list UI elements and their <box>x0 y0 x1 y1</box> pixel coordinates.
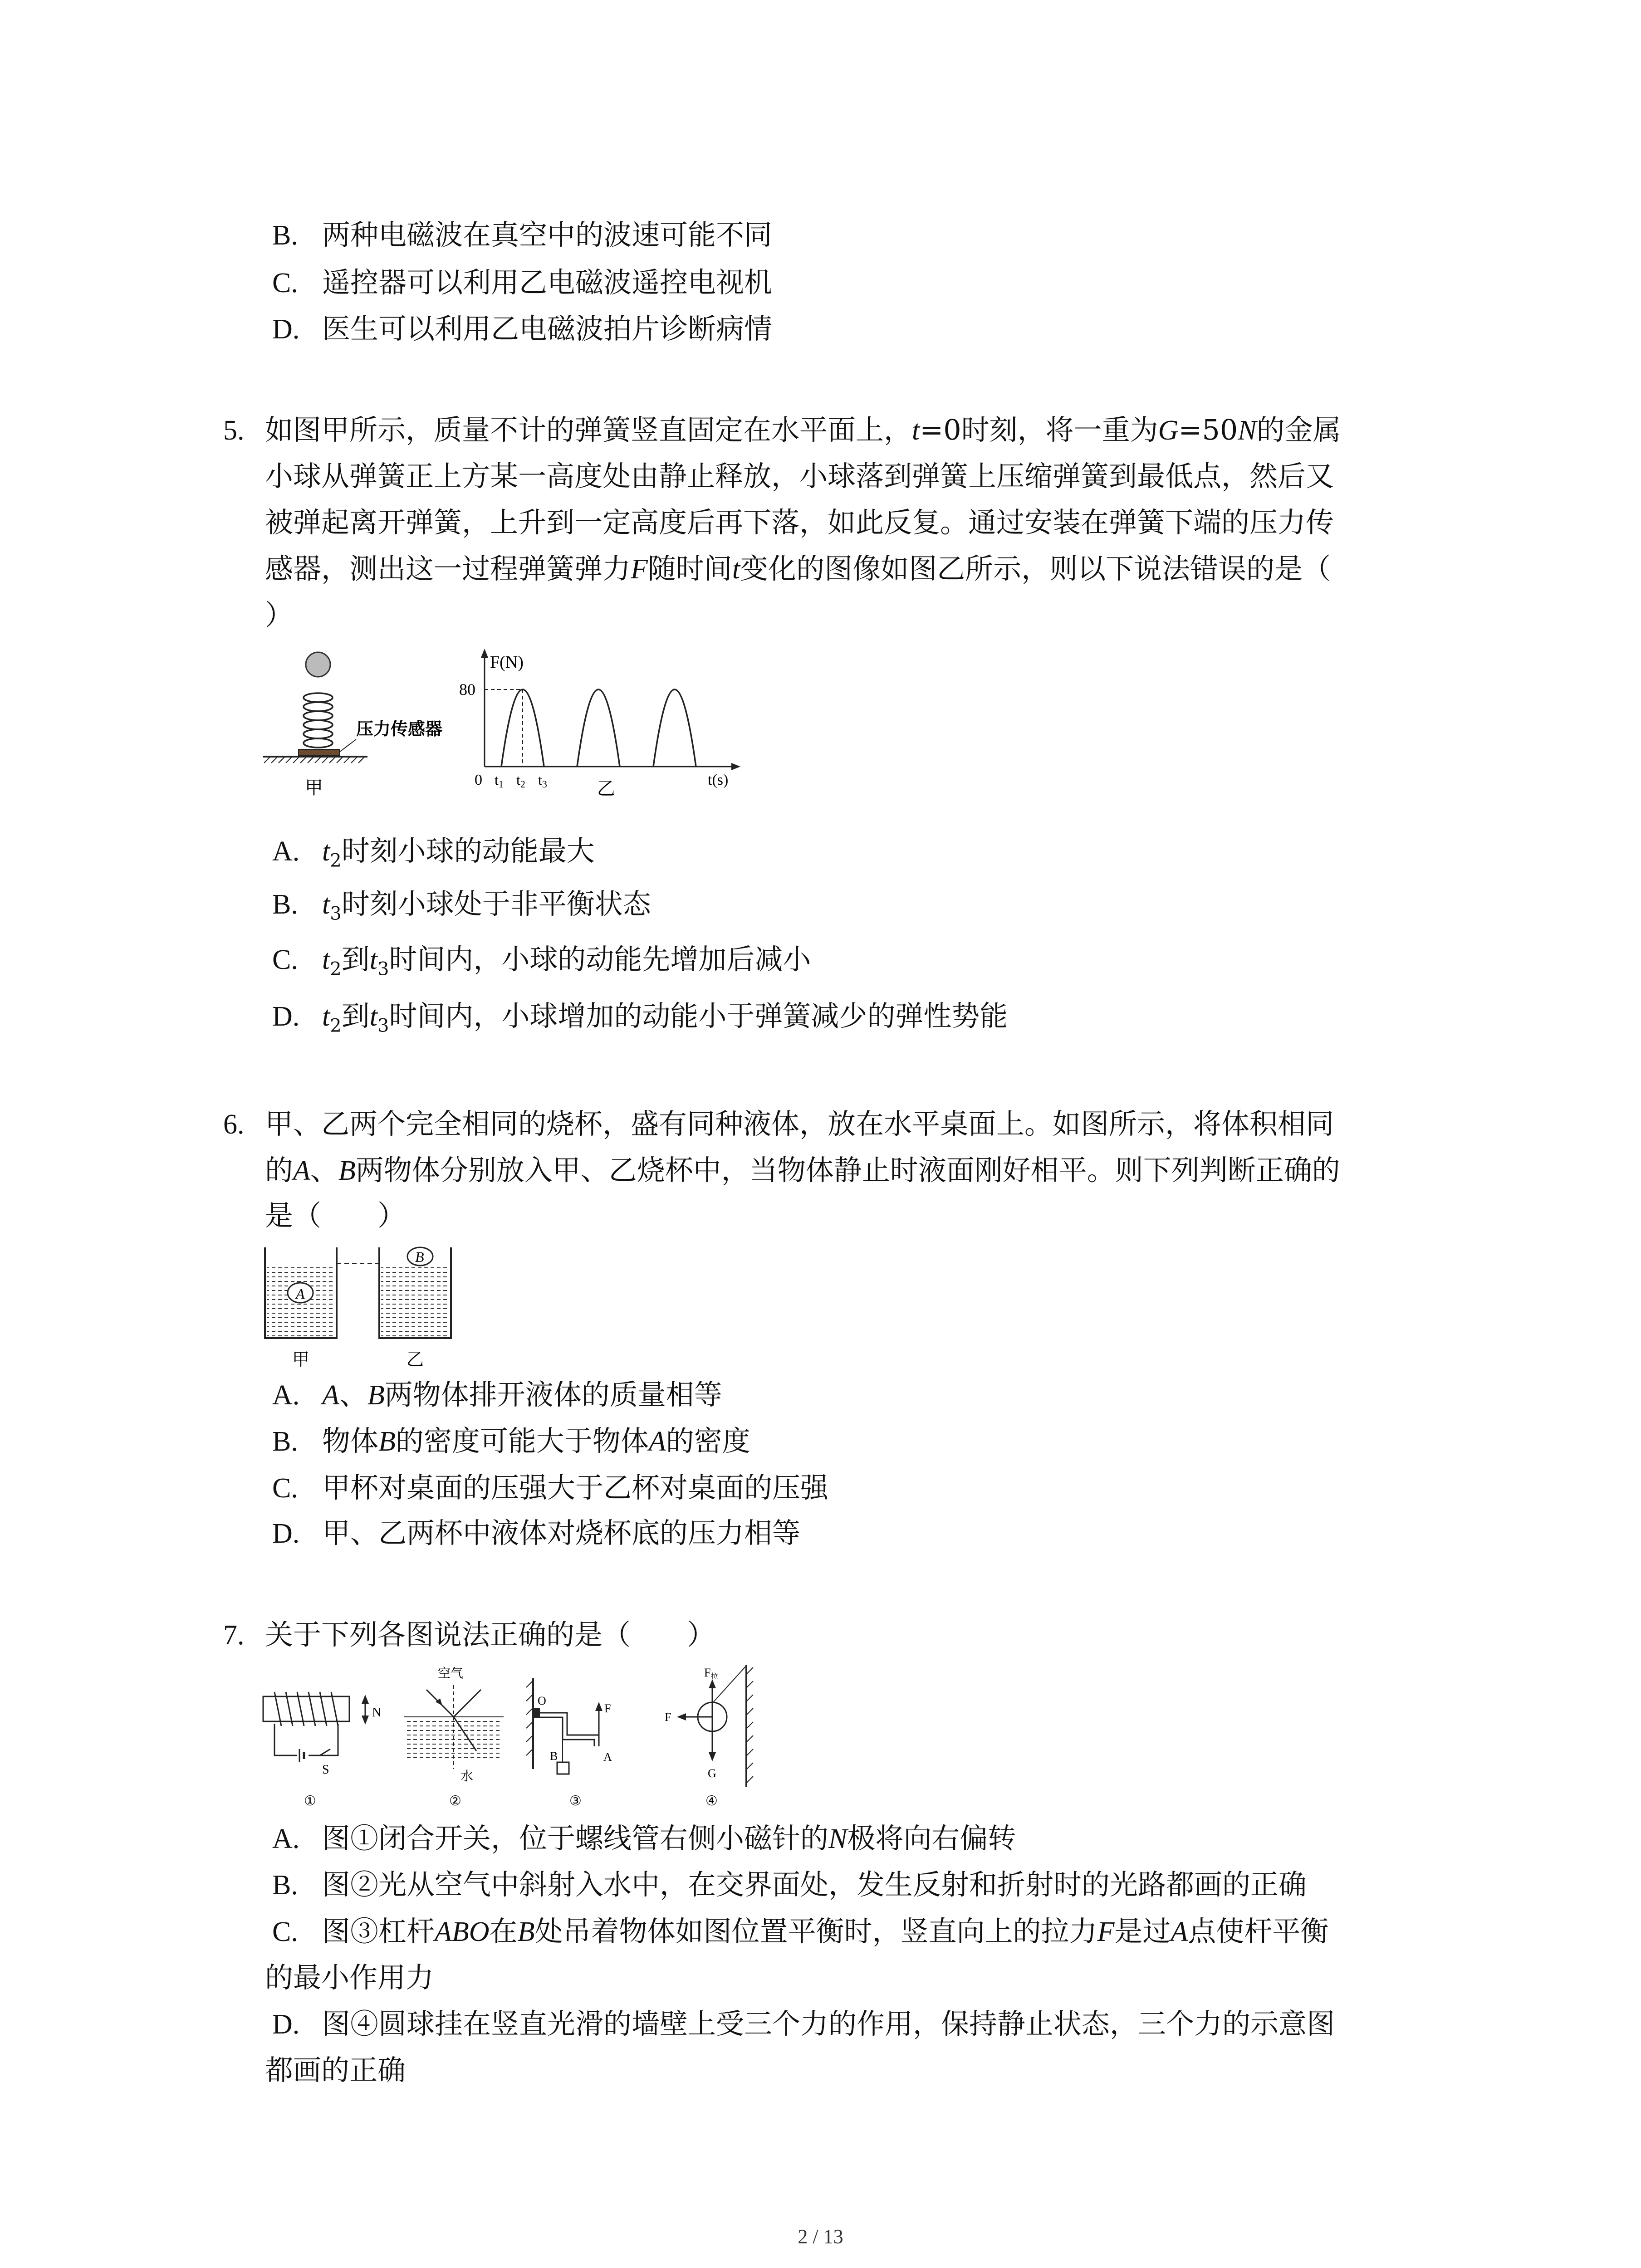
label-yi: 乙 <box>597 778 615 799</box>
force-f-arrow <box>595 1702 603 1711</box>
q6-option-b: B. 物体B的密度可能大于物体A的密度 <box>272 1424 750 1457</box>
spring <box>304 693 333 748</box>
label-jia: 甲 <box>292 1349 310 1369</box>
f2-label: F <box>665 1711 671 1724</box>
q7-fig3-lever <box>526 1678 612 1809</box>
b-label: B <box>550 1750 558 1763</box>
fig-number-4: ④ <box>705 1794 718 1809</box>
force-g-arrow <box>709 1752 716 1761</box>
x-axis-arrow <box>731 763 740 770</box>
beaker-yi <box>379 1247 451 1369</box>
wall-3-hatch <box>526 1681 533 1755</box>
fig-number-3: ③ <box>569 1794 582 1809</box>
q5-stem-line4: 感器，测出这一过程弹簧弹力F随时间t变化的图像如图乙所示，则以下说法错误的是（ <box>265 552 1331 585</box>
q7-figures <box>254 1660 789 1814</box>
y-axis-arrow <box>481 649 488 658</box>
needle-down-tip <box>362 1716 369 1725</box>
ground-hatch <box>264 757 365 763</box>
air-label: 空气 <box>438 1666 464 1681</box>
beaker-jia <box>265 1247 337 1369</box>
pressure-sensor <box>299 749 339 756</box>
force-f2-arrow <box>677 1713 686 1721</box>
q6-option-d: D. 甲、乙两杯中液体对烧杯底的压力相等 <box>272 1516 801 1549</box>
q5-option-a: A. $t_2$时刻小球的动能最大 <box>272 834 595 871</box>
switch-label: S <box>322 1763 329 1777</box>
rope <box>712 1666 746 1703</box>
q7-option-d: D. 图④圆球挂在竖直光滑的墙壁上受三个力的作用，保持静止状态，三个力的示意图 <box>272 2007 1335 2040</box>
pivot-o <box>534 1708 540 1718</box>
q7-fig1-solenoid <box>263 1692 381 1809</box>
switch <box>320 1749 330 1755</box>
q6-option-a: A. A、B两物体排开液体的质量相等 <box>272 1378 722 1411</box>
q5-stem-line3: 被弹起离开弹簧，上升到一定高度后再下落，如此反复。通过安装在弹簧下端的压力传 <box>265 506 1334 539</box>
sensor-label: 压力传感器 <box>356 719 443 739</box>
q5-option-d: D. $t_2$到$t_3$时间内，小球增加的动能小于弹簧减少的弹性势能 <box>272 999 1008 1036</box>
x-axis-label: t(s) <box>708 772 729 788</box>
q5-stem-line2: 小球从弹簧正上方某一高度处由静止释放，小球落到弹簧上压缩弹簧到最低点，然后又 <box>265 459 1334 493</box>
label-yi: 乙 <box>407 1349 424 1369</box>
page-number: 2 / 13 <box>798 2225 843 2248</box>
q5-option-b: B. $t_3$时刻小球处于非平衡状态 <box>272 887 651 924</box>
q6-option-c: C. 甲杯对桌面的压强大于乙杯对桌面的压强 <box>272 1471 829 1504</box>
q5-fig-jia <box>263 652 442 798</box>
tick-t2: t2 <box>516 772 525 790</box>
sensor-leader-line <box>339 739 356 752</box>
q7-option-a: A. 图①闭合开关，位于螺线管右侧小磁针的N极将向右偏转 <box>272 1822 1016 1855</box>
q6-figure <box>259 1238 495 1374</box>
q7-stem: 7. 关于下列各图说法正确的是（ ） <box>223 1618 715 1651</box>
ball-b-label: B <box>415 1249 424 1265</box>
water-label: 水 <box>460 1769 474 1784</box>
q4-option-b: B. 两种电磁波在真空中的波速可能不同 <box>272 218 773 251</box>
fig-number-2: ② <box>449 1794 461 1809</box>
q5-stem-line5: ） <box>265 598 294 631</box>
force-fb-arrow <box>709 1679 716 1688</box>
q5-option-c: C. $t_2$到$t_3$时间内，小球的动能先增加后减小 <box>272 943 811 980</box>
f-label: F <box>604 1702 611 1715</box>
tick-t3: t3 <box>538 772 547 790</box>
q7-option-b: B. 图②光从空气中斜射入水中，在交界面处，发生反射和折射时的光路都画的正确 <box>272 1868 1307 1901</box>
wall-4-hatch <box>747 1667 753 1783</box>
reflected-ray <box>454 1690 481 1717</box>
curve-hump-2 <box>577 689 620 767</box>
tick-t1: t1 <box>495 772 504 790</box>
q5-stem-line1: 5. 如图甲所示，质量不计的弹簧竖直固定在水平面上，t=0时刻，将一重为G=50N的金属 <box>223 413 1341 446</box>
q6-stem-line2: 的A、B两物体分别放入甲、乙烧杯中，当物体静止时液面刚好相平。则下列判断正确的 <box>265 1154 1340 1187</box>
fb-label: F拉 <box>704 1666 718 1681</box>
ball-a-label: A <box>296 1286 305 1302</box>
y-axis-label: F(N) <box>490 653 524 672</box>
needle-up-tip <box>362 1695 369 1704</box>
q4-option-d: D. 医生可以利用乙电磁波拍片诊断病情 <box>272 312 773 345</box>
metal-ball <box>306 652 330 677</box>
q6-stem-line1: 6. 甲、乙两个完全相同的烧杯，盛有同种液体，放在水平桌面上。如图所示，将体积相同 <box>223 1107 1334 1140</box>
curve-hump-3 <box>653 689 696 767</box>
hanging-object <box>557 1762 569 1774</box>
g-label: G <box>708 1767 716 1780</box>
y-tick-80: 80 <box>459 680 475 699</box>
q5-figure <box>254 644 771 816</box>
q7-fig2-refraction <box>404 1666 504 1809</box>
needle-n-label: N <box>372 1706 382 1720</box>
q5-fig-yi-graph <box>459 649 740 799</box>
a-label: A <box>603 1750 612 1764</box>
q4-option-c: C. 遥控器可以利用乙电磁波遥控电视机 <box>272 266 773 299</box>
q6-stem-line3: 是（ ） <box>265 1199 406 1232</box>
fig-number-1: ① <box>304 1794 316 1809</box>
origin-label: 0 <box>475 772 482 788</box>
q7-option-c-line2: 的最小作用力 <box>265 1961 434 1994</box>
q7-option-c: C. 图③杠杆ABO在B处吊着物体如图位置平衡时，竖直向上的拉力F是过A点使杆平衡 <box>272 1915 1329 1948</box>
q7-fig4-ball <box>665 1665 753 1809</box>
label-jia: 甲 <box>305 777 323 798</box>
liquid-yi <box>381 1264 449 1336</box>
q7-option-d-line2: 都画的正确 <box>265 2053 406 2087</box>
o-label: O <box>538 1694 546 1707</box>
